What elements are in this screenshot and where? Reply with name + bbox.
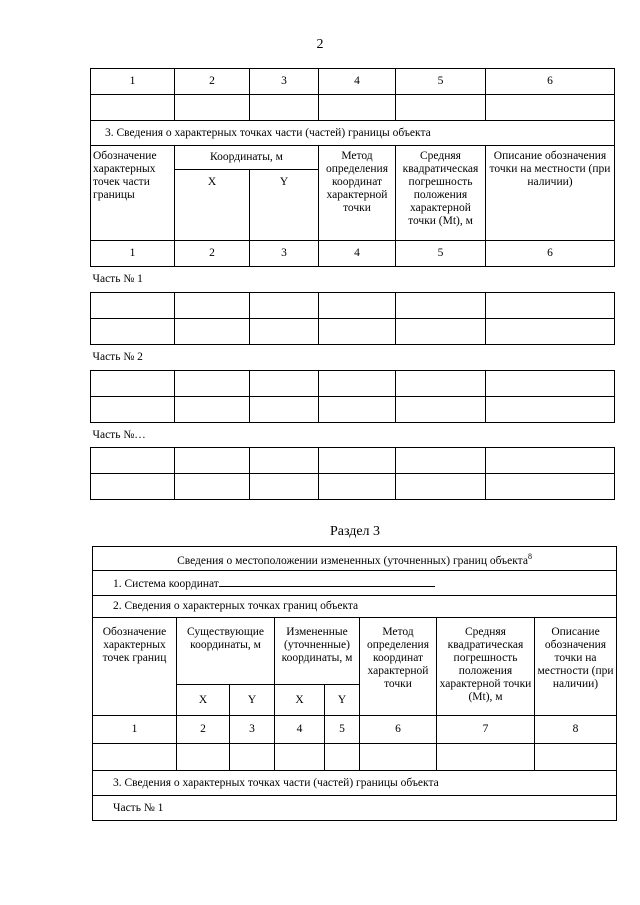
coord-system-label: 1. Система координат — [113, 578, 219, 590]
section-3-heading — [93, 547, 617, 571]
table-row — [91, 474, 615, 500]
footnote-mark: 8 — [527, 551, 532, 561]
header-num-3: 3 — [250, 69, 319, 95]
coord-system-blank[interactable] — [219, 575, 435, 587]
part-label-3: Часть №… — [91, 423, 615, 448]
col-num-4: 4 — [319, 241, 396, 267]
header-num-4: 4 — [319, 69, 396, 95]
col-num-6: 6 — [360, 716, 437, 744]
col-header-changed-coords: Измененные (уточненные) координаты, м — [275, 618, 360, 685]
table-row — [91, 95, 615, 121]
col-header-changed-x: X — [275, 685, 325, 716]
parts-heading: 3. Сведения о характерных точках части (частей) границы объекта — [93, 771, 617, 796]
header-num-5: 5 — [396, 69, 486, 95]
table-row — [91, 371, 615, 397]
table-part-boundary-points — [90, 68, 615, 500]
col-header-existing-x: X — [177, 685, 230, 716]
col-header-coordinates: Координаты, м — [175, 146, 319, 170]
col-num-5: 5 — [396, 241, 486, 267]
col-header-point-label: Обозначение характерных точек части границы — [91, 146, 175, 241]
page-number: 2 — [316, 37, 324, 52]
coord-system-row — [93, 571, 617, 596]
col-header-changed-y: Y — [325, 685, 360, 716]
col-header-existing-y: Y — [230, 685, 275, 716]
section-title: 3. Сведения о характерных точках части (частей) границы объекта — [91, 121, 615, 146]
section-3-title: Раздел 3 — [329, 524, 381, 539]
table-row — [91, 397, 615, 423]
header-num-1: 1 — [91, 69, 175, 95]
header-num-6: 6 — [486, 69, 615, 95]
col-num-6: 6 — [486, 241, 615, 267]
col-num-1: 1 — [93, 716, 177, 744]
col-header-y: Y — [250, 170, 319, 241]
col-header-x: X — [175, 170, 250, 241]
col-num-1: 1 — [91, 241, 175, 267]
col-header-error: Средняя квадратическая погрешность положения характерной точки (Mt), м — [437, 618, 535, 716]
part-label-2: Часть № 2 — [91, 345, 615, 371]
col-header-error: Средняя квадратическая погрешность положения характерной точки (Mt), м — [396, 146, 486, 241]
col-num-4: 4 — [275, 716, 325, 744]
table-row — [91, 319, 615, 345]
section-3-heading-text: Сведения о местоположении измененных (уточненных) границ объекта — [177, 554, 528, 567]
col-num-2: 2 — [177, 716, 230, 744]
col-num-3: 3 — [230, 716, 275, 744]
col-num-3: 3 — [250, 241, 319, 267]
table-changed-boundaries — [92, 546, 617, 821]
col-header-method: Метод определения координат характерной точки — [319, 146, 396, 241]
col-header-method: Метод определения координат характерной точки — [360, 618, 437, 716]
table-row — [93, 744, 617, 771]
part-label-1: Часть № 1 — [93, 796, 617, 821]
col-num-2: 2 — [175, 241, 250, 267]
header-num-2: 2 — [175, 69, 250, 95]
col-num-5: 5 — [325, 716, 360, 744]
col-header-existing-coords: Существующие координаты, м — [177, 618, 275, 685]
col-num-7: 7 — [437, 716, 535, 744]
boundary-points-heading: 2. Сведения о характерных точках границ объекта — [93, 596, 617, 618]
table-row — [91, 293, 615, 319]
col-num-8: 8 — [535, 716, 617, 744]
col-header-point-label: Обозначение характерных точек границ — [93, 618, 177, 716]
col-header-description: Описание обозначения точки на местности (при наличии) — [486, 146, 615, 241]
col-header-description: Описание обозначения точки на местности (при наличии) — [535, 618, 617, 716]
table-row — [91, 448, 615, 474]
part-label-1: Часть № 1 — [91, 267, 615, 293]
